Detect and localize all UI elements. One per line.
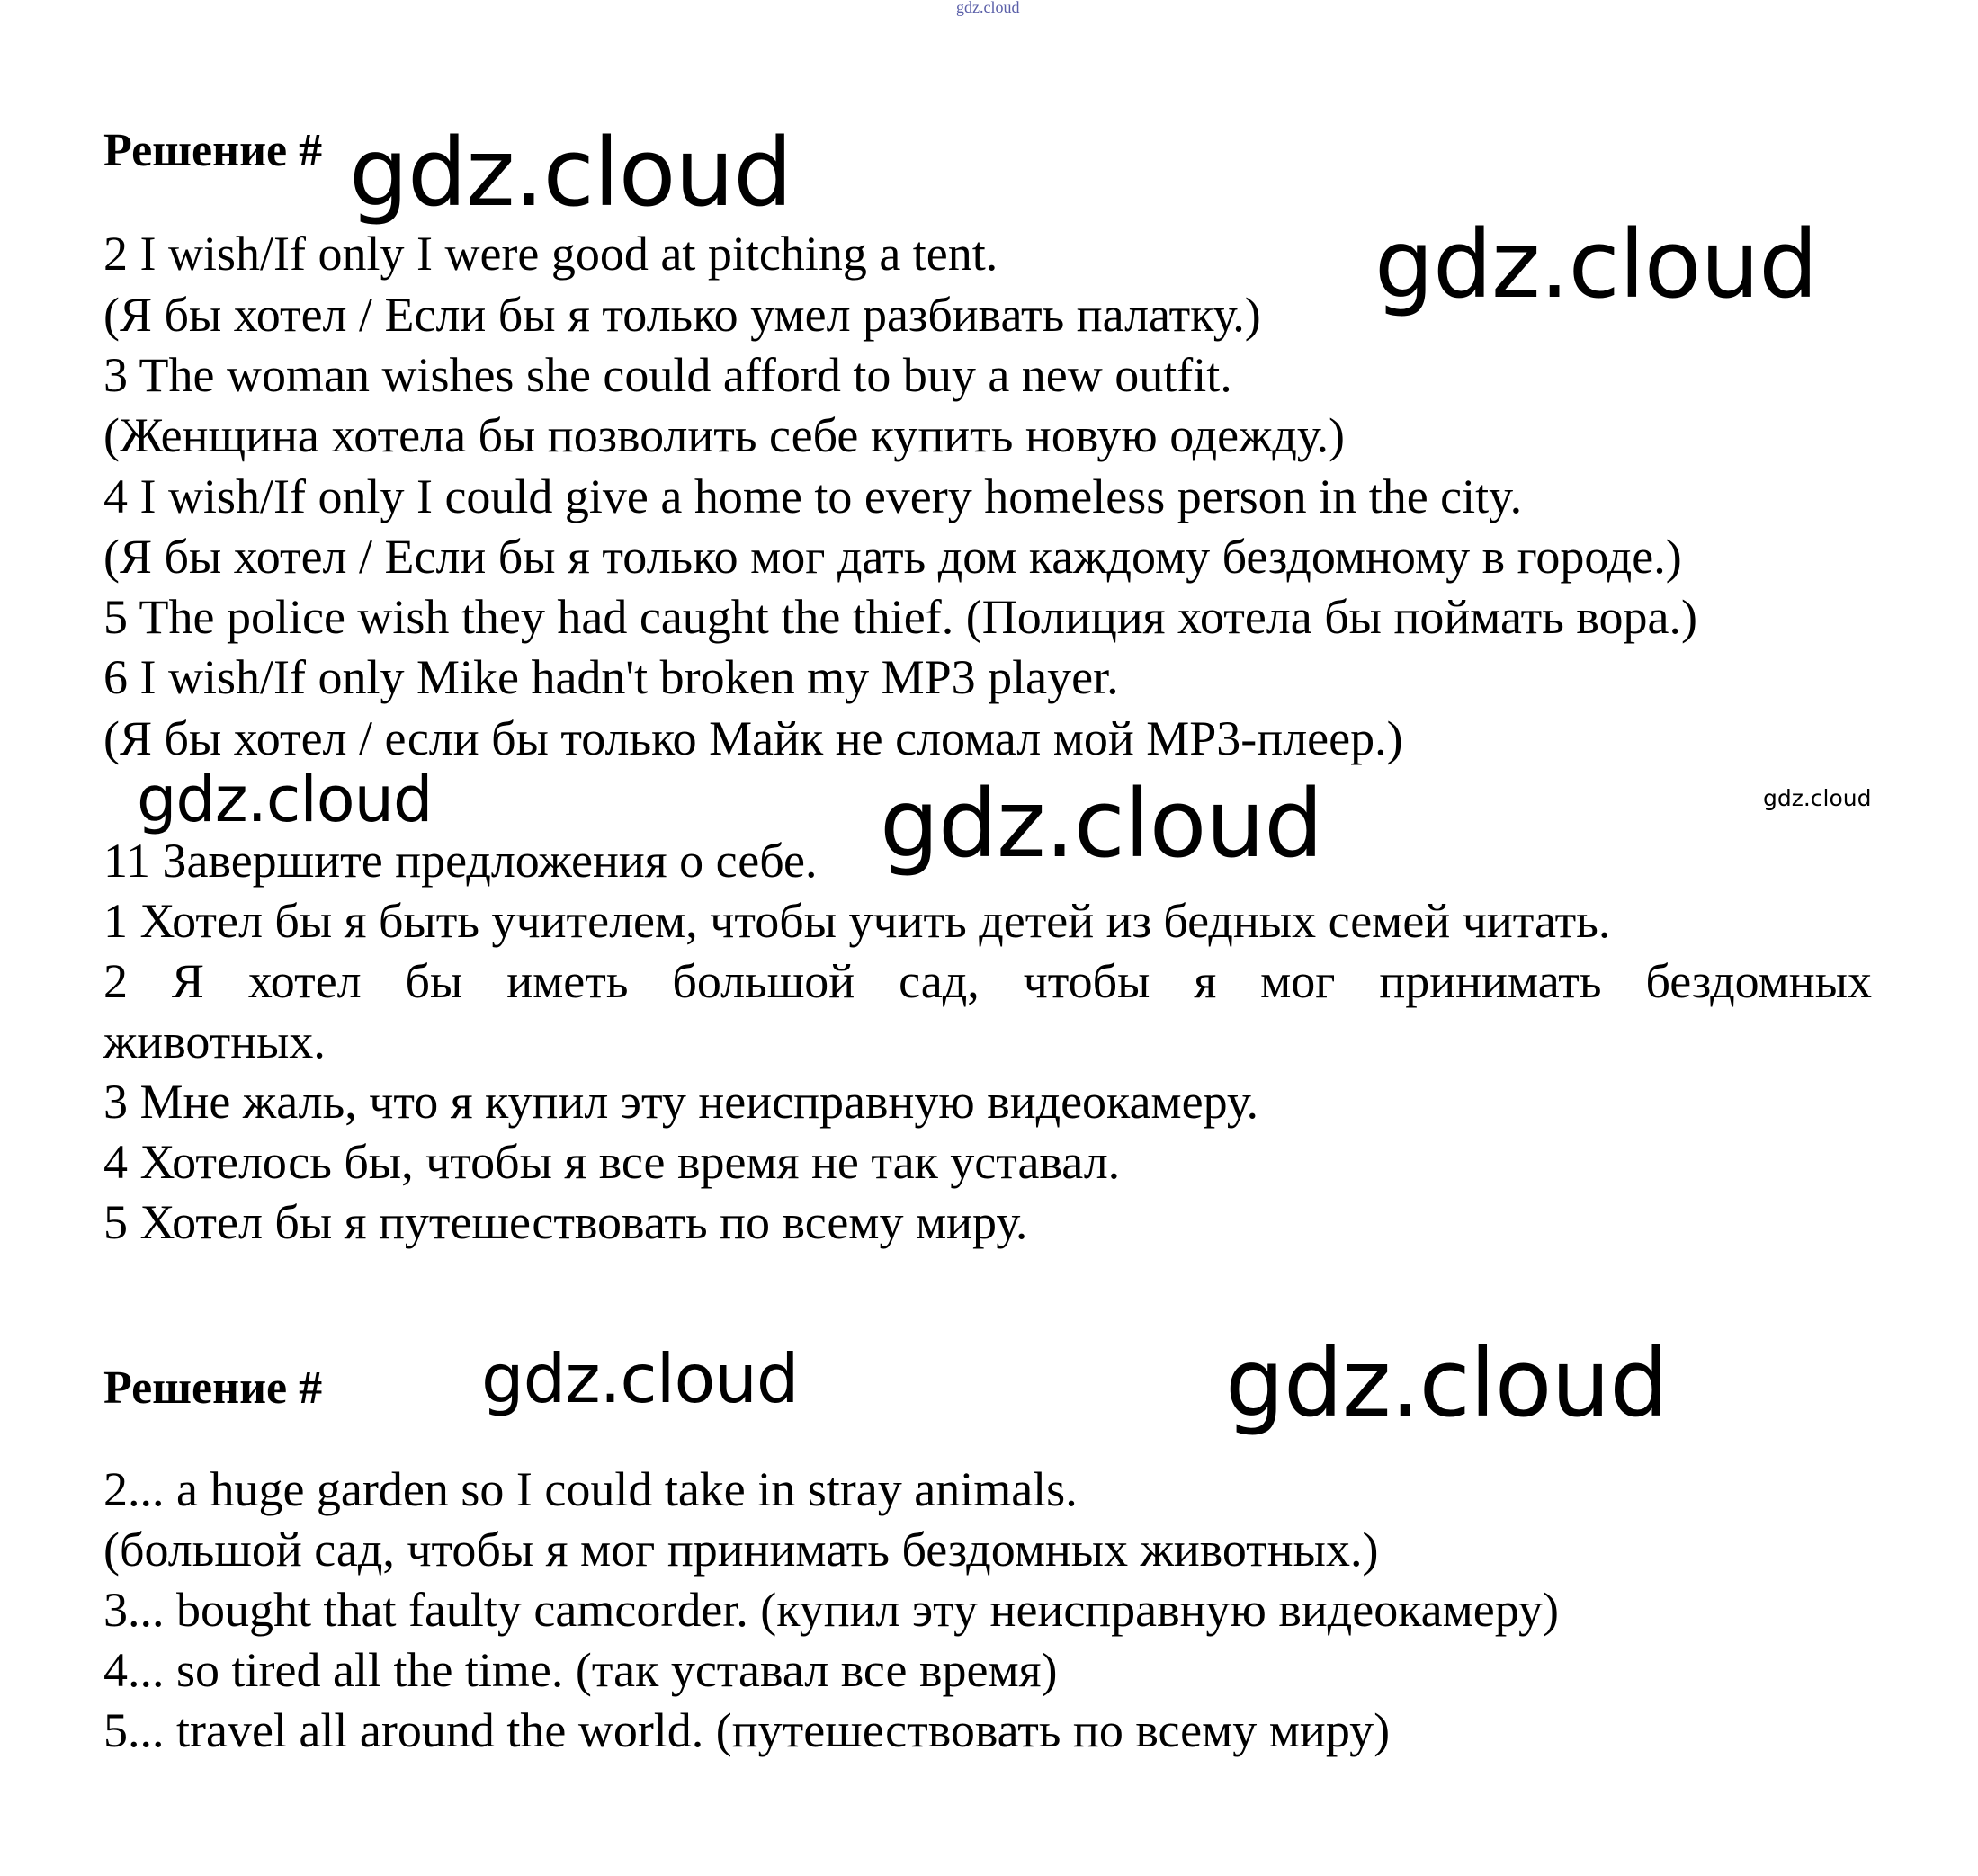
section2-line: (большой сад, чтобы я мог принимать бездомных животных.) [103, 1523, 1379, 1577]
section1-line: 6 I wish/If only Mike hadn't broken my MP3 player. [103, 650, 1119, 704]
watermark: gdz.cloud [137, 763, 433, 836]
watermark-top: gdz.cloud [956, 0, 1020, 16]
watermark: gdz.cloud [880, 769, 1323, 879]
section2-line: 4... so tired all the time. (так уставал все время) [103, 1643, 1058, 1697]
exercise11-line: 1 Хотел бы я быть учителем, чтобы учить детей из бедных семей читать. [103, 894, 1611, 948]
section1-line: 2 I wish/If only I were good at pitching a tent. [103, 227, 998, 281]
section1-line: 5 The police wish they had caught the thief. (Полиция хотела бы поймать вора.) [103, 590, 1697, 644]
section1-line: (Женщина хотела бы позволить себе купить новую одежду.) [103, 408, 1345, 462]
section2-heading: Решение # [103, 1362, 323, 1414]
exercise11-line: 5 Хотел бы я путешествовать по всему миру. [103, 1195, 1028, 1249]
section1-line: (Я бы хотел / Если бы я только умел разбивать палатку.) [103, 288, 1261, 342]
section1-line: (Я бы хотел / Если бы я только мог дать дом каждому бездомному в городе.) [103, 530, 1682, 584]
watermark: gdz.cloud [1374, 210, 1818, 319]
watermark: gdz.cloud [1225, 1328, 1669, 1438]
exercise11-line: 4 Хотелось бы, чтобы я все время не так уставал. [103, 1135, 1121, 1189]
section1-line: (Я бы хотел / если бы только Майк не сломал мой MP3-плеер.) [103, 711, 1403, 765]
section2-line: 5... travel all around the world. (путешествовать по всему миру) [103, 1703, 1391, 1757]
section2-line: 2... a huge garden so I could take in stray animals. [103, 1462, 1078, 1516]
section1-line: 4 I wish/If only I could give a home to every homeless person in the city. [103, 469, 1523, 523]
watermark: gdz.cloud [349, 118, 792, 228]
exercise11-line: животных. [103, 1014, 326, 1068]
exercise11-title: 11 Завершите предложения о себе. [103, 834, 818, 888]
section1-line: 3 The woman wishes she could afford to buy a new outfit. [103, 348, 1232, 402]
watermark: gdz.cloud [1763, 785, 1872, 811]
section1-heading: Решение # [103, 125, 323, 176]
exercise11-line: 2 Я хотел бы иметь большой сад, чтобы я мог принимать бездомных [103, 954, 1872, 1008]
exercise11-line: 3 Мне жаль, что я купил эту неисправную видеокамеру. [103, 1075, 1258, 1129]
section2-line: 3... bought that faulty camcorder. (купил эту неисправную видеокамеру) [103, 1583, 1560, 1637]
watermark: gdz.cloud [481, 1339, 799, 1418]
